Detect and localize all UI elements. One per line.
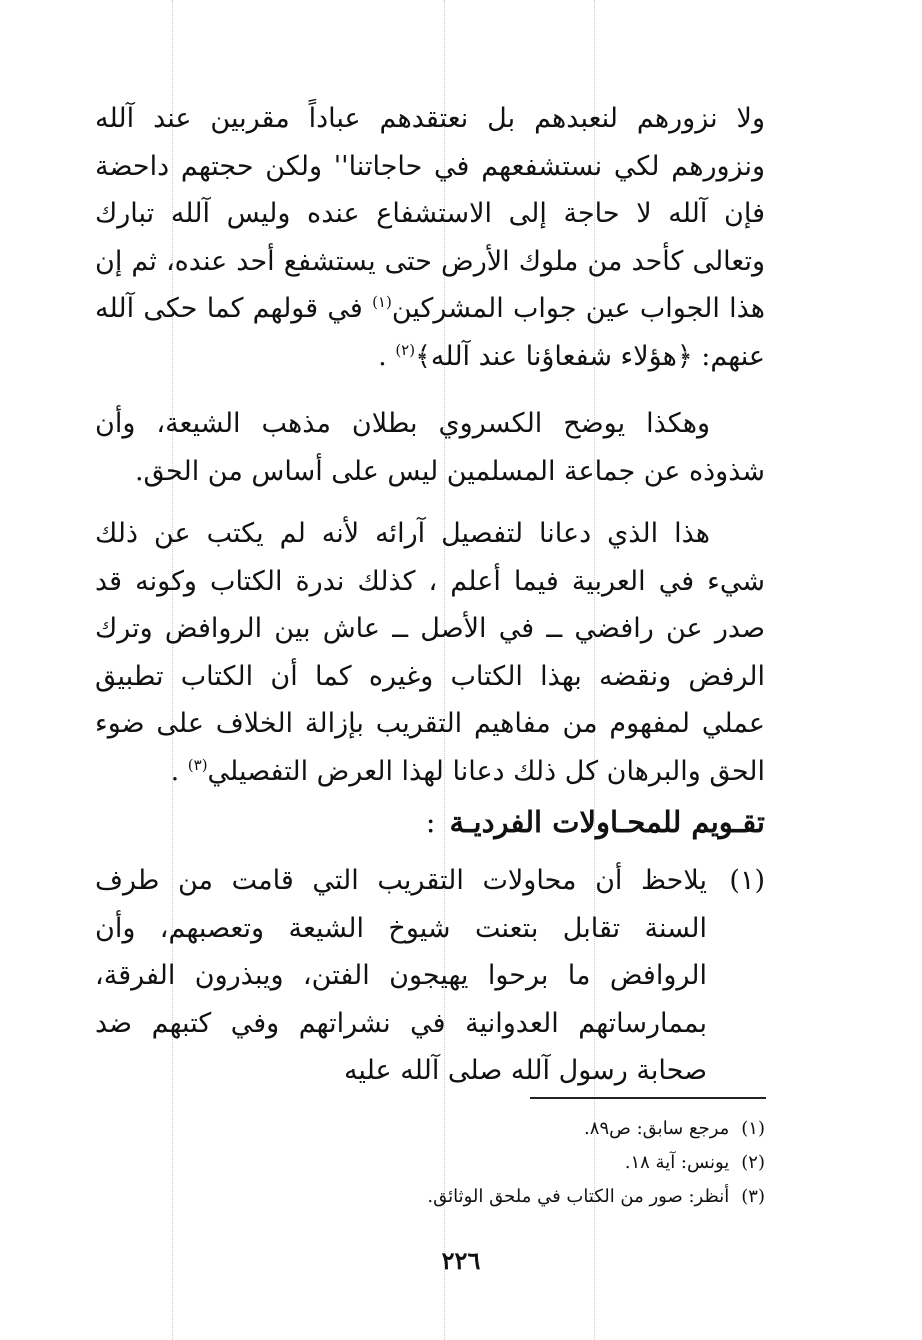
footnote-text: مرجع سابق: ص٨٩.	[584, 1118, 730, 1139]
section-heading-title: تقـويم للمحـاولات الفرديـة	[449, 805, 765, 839]
paragraph-3-end: .	[170, 755, 188, 787]
footnote	[427, 1112, 765, 1146]
section-heading-colon: :	[425, 805, 436, 839]
footnote-text: يونس: آية ١٨.	[624, 1152, 730, 1173]
paragraph-1	[95, 95, 765, 380]
footnote	[427, 1146, 765, 1180]
footnote-text: أنظر: صور من الكتاب في ملحق الوثائق.	[427, 1186, 730, 1207]
footnote	[427, 1180, 765, 1214]
footnote-ref-1: (١)	[372, 293, 392, 311]
footnote-number: (١)	[741, 1118, 765, 1139]
paragraph-1-text: ولا نزورهم لنعبدهم بل نعتقدهم عباداً مقربين عند آلله ونزورهم لكي نستشفعهم في حاجاتنا'' ولكن حجتهم داحضة فإن آلله لا حاجة إلى الاستشفاع عنده وليس آلله تبارك وتعالى كأحد من ملوك الأرض حتى يستشفع أحد عنده، ثم إن هذا الجواب عين جواب المشركين	[95, 103, 765, 324]
paragraph-2	[95, 400, 765, 495]
footnote-ref-3: (٣)	[187, 755, 208, 774]
footnote-separator	[530, 1097, 766, 1099]
list-item-number: (١)	[729, 865, 765, 896]
paragraph-1-continuation: في قولهم كما حكى آلله عنهم: ﴿هؤلاء شفعاؤنا عند آلله﴾	[95, 293, 765, 372]
paragraph-3	[95, 510, 765, 795]
paragraph-3-text: هذا الذي دعانا لتفصيل آرائه لأنه لم يكتب عن ذلك شيء في العربية فيما أعلم ، كذلك ندرة الكتاب وكونه قد صدر عن رافضي ــ في الأصل ــ عاش بين الروافض وترك الرفض ونقضه بهذا الكتاب وغيره كما أن الكتاب تطبيق عملي لمفهوم من مفاهيم التقريب بإزالة الخلاف على ضوء الحق والبرهان كل ذلك دعانا لهذا العرض التفصيلي	[95, 518, 765, 787]
page-number: ٢٢٦	[441, 1246, 481, 1275]
list-item-text: يلاحظ أن محاولات التقريب التي قامت من طرف السنة تقابل بتعنت شيوخ الشيعة وتعصبهم، وأن الروافض ما برحوا يهيجون الفتن، ويبذرون الفرقة، بممارساتهم العدوانية في نشراتهم وفي كتبهم ضد صحابة رسول آلله صلى آلله عليه	[95, 865, 707, 1086]
paragraph-1-end: .	[378, 340, 396, 372]
footnote-ref-2: (٢)	[395, 340, 416, 359]
paragraph-2-text: وهكذا يوضح الكسروي بطلان مذهب الشيعة، وأن شذوذه عن جماعة المسلمين ليس على أساس من الحق.	[95, 408, 765, 487]
footnote-number: (٢)	[741, 1152, 765, 1173]
footnote-number: (٣)	[741, 1186, 765, 1207]
section-heading	[426, 798, 765, 846]
footnotes	[427, 1112, 765, 1214]
